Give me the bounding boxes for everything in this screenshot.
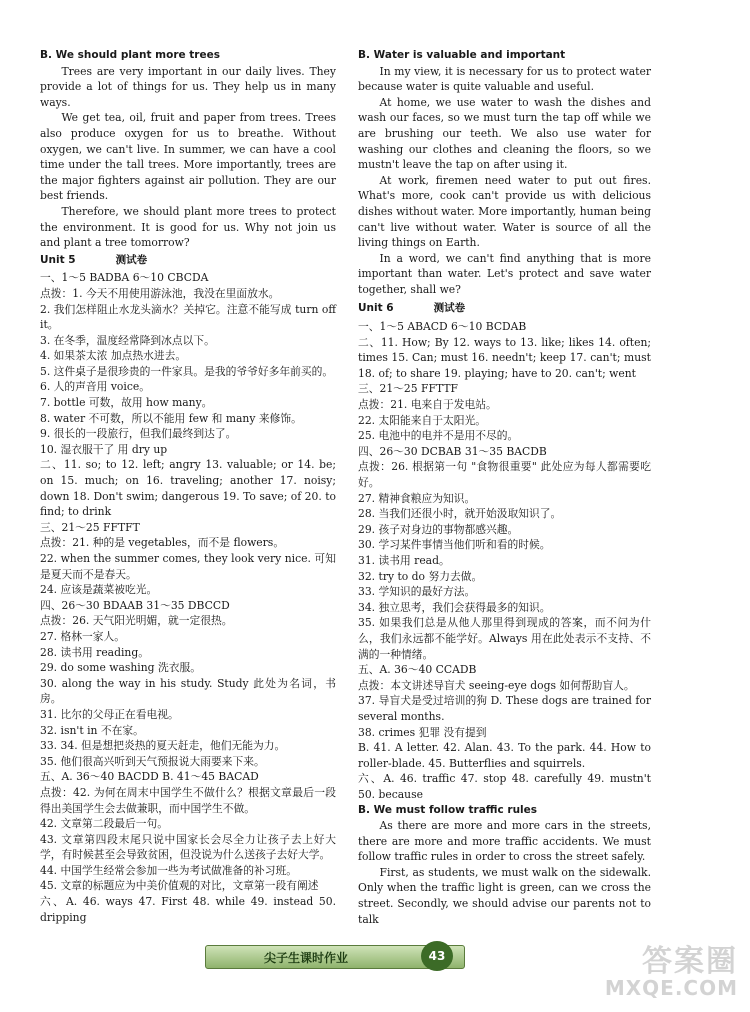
answer-line: 二、11. How; By 12. ways to 13. like; likes 14. often; times 15. Can; must 16. needn't; keep 17. can't; must 18. of; to share 19. playing; have to 20. can't; went	[358, 335, 651, 380]
answer-line: 三、21～25 FFTFT	[40, 520, 140, 534]
answer-line: 6. 人的声音用 voice。	[40, 380, 150, 394]
answer-line: 3. 在冬季，温度经常降到冰点以下。	[40, 333, 215, 347]
answer-line: 37. 导盲犬是受过培训的狗 D. These dogs are trained for several months.	[358, 694, 651, 723]
unit-subtitle: 测试卷	[115, 253, 148, 266]
answer-line: 六、A. 46. ways 47. First 48. while 49. instead 50. dripping	[40, 895, 336, 924]
paragraph: In my view, it is necessary for us to protect water because water is quite valuable and useful.	[358, 64, 651, 94]
answer-line: 27. 格林一家人。	[40, 629, 126, 643]
section-title-water: B. Water is valuable and important	[358, 49, 566, 61]
answer-line: 38. crimes 犯罪 没有提到	[358, 725, 487, 739]
answer-line: 9. 很长的一段旅行，但我们最终到达了。	[40, 427, 237, 441]
answer-line: 点拨：26. 根据第一句 "食物很重要" 此处应为每人都需要吃好。	[358, 460, 651, 490]
answer-line: 35. 他们很高兴听到天气预报说大雨要来下来。	[40, 754, 265, 768]
answer-line: 六、A. 46. traffic 47. stop 48. carefully 49. mustn't 50. because	[358, 772, 651, 801]
unit-title: Unit 5	[40, 253, 76, 266]
answer-line: 二、11. so; to 12. left; angry 13. valuable; or 14. be; on 15. much; on 16. traveling; another 17. noisy; down 18. Don't swim; dangerous 19. To save; of 20. to find; to drink	[40, 458, 336, 519]
answer-line: 2. 我们怎样阻止水龙头滴水？关掉它。注意不能写成 turn off it。	[40, 302, 336, 332]
unit-title: Unit 6	[358, 301, 394, 314]
unit-heading	[40, 253, 336, 269]
watermark-logo	[602, 936, 738, 1002]
answer-line: 27. 精神食粮应为知识。	[358, 491, 476, 505]
answer-line: 四、26～30 BDAAB 31～35 DBCCD	[40, 598, 230, 612]
page-number: 43	[421, 941, 453, 971]
paragraph: Therefore, we should plant more trees to protect the environment. It is good for us. Why not join us and plant a tree tomorrow?	[40, 204, 336, 250]
paragraph: In a word, we can't find anything that is more important than water. Let's protect and save water together, shall we?	[358, 251, 651, 296]
answer-line: 点拨：42. 为何在周末中国学生不做什么？根据文章最后一段得出美国学生会去做兼职，而中国学生不做。	[40, 785, 336, 815]
answer-line: 29. do some washing 洗衣服。	[40, 661, 201, 675]
answer-line: 25. 电池中的电并不是用不尽的。	[358, 429, 519, 443]
watermark-bottom: MXQE.COM	[604, 976, 738, 1000]
answer-line: 43. 文章第四段末尾只说中国家长会尽全力让孩子去上好大学，有时候甚至会导致贫困，但没说为什么送孩子去好大学。	[40, 832, 336, 862]
answer-line: 22. 太阳能来自于太阳光。	[358, 413, 487, 427]
answer-line: 10. 湿衣服干了 用 dry up	[40, 442, 168, 456]
paragraph: Trees are very important in our daily lives. They provide a lot of things for us. They help us in many ways.	[40, 64, 336, 109]
paragraph: We get tea, oil, fruit and paper from trees. Trees also produce oxygen for us to breathe. Without oxygen, we can't live. In summer, we can have a cool time under the tall trees. More importantly, trees are the major fighters against air pollution. They are our best friends.	[40, 111, 336, 203]
answer-line: 4. 如果茶太浓 加点热水进去。	[40, 349, 187, 363]
left-column	[40, 48, 336, 925]
unit-subtitle: 测试卷	[433, 301, 466, 314]
answer-line: 45. 文章的标题应为中美价值观的对比，文章第一段有阐述	[40, 879, 319, 893]
answer-line: 24. 应该是蔬菜被吃光。	[40, 583, 158, 597]
answer-line: 31. 比尔的父母正在看电视。	[40, 707, 179, 721]
answer-line: 点拨：21. 电来自于发电站。	[358, 398, 497, 412]
answer-line: 28. 当我们还很小时，就开始汲取知识了。	[358, 507, 562, 521]
paragraph: At work, firemen need water to put out fires. What's more, cook can't provide us with delicious dishes without water. More importantly, human being can't live without water. Water is source of all the living things on Earth.	[358, 173, 651, 250]
right-column	[358, 48, 651, 927]
answer-line: B. 41. A letter. 42. Alan. 43. To the park. 44. How to roller-blade. 45. Butterflies and squirrels.	[358, 741, 651, 770]
paragraph: First, as students, we must walk on the sidewalk. Only when the traffic light is green, can we cross the street. Secondly, we should advise our parents not to talk	[358, 865, 651, 926]
answer-line: 7. bottle 可数，故用 how many。	[40, 396, 213, 410]
answer-line: 22. when the summer comes, they look very nice. 可知是夏天而不是春天。	[40, 552, 336, 581]
answer-key-list	[40, 270, 336, 925]
answer-line: 42. 文章第二段最后一句。	[40, 817, 169, 831]
answer-line: 34. 独立思考，我们会获得最多的知识。	[358, 600, 551, 614]
answer-line: 一、1～5 ABACD 6～10 BCDAB	[358, 320, 527, 334]
answer-line: 点拨：本文讲述导盲犬 seeing-eye dogs 如何帮助盲人。	[358, 678, 635, 692]
answer-line: 28. 读书用 reading。	[40, 645, 149, 659]
answer-line: 点拨：26. 天气阳光明媚，就一定很热。	[40, 614, 233, 628]
answer-line: 三、21～25 FFTTF	[358, 382, 458, 396]
answer-line: 一、1～5 BADBA 6～10 CBCDA	[40, 271, 209, 285]
answer-line: 44. 中国学生经常会参加一些为考试做准备的补习班。	[40, 863, 298, 877]
answer-line: 33. 34. 但是想把炎热的夏天赶走，他们无能为力。	[40, 739, 286, 753]
paragraph: At home, we use water to wash the dishes and wash our faces, so we must turn the tap off while we are brushing our teeth. We also use water for washing our clothes and cleaning the floors, so we mustn't leave the tap on after using it.	[358, 95, 651, 172]
answer-line: 30. along the way in his study. Study 此处为名词，书房。	[40, 676, 336, 706]
answer-line: 五、A. 36～40 BACDD B. 41～45 BACAD	[40, 770, 259, 784]
footer-title: 尖子生课时作业	[264, 951, 349, 965]
answer-line: 32. isn't in 不在家。	[40, 723, 144, 737]
answer-line: 点拨：1. 今天不用使用游泳池，我没在里面放水。	[40, 286, 280, 300]
answer-line: 33. 学知识的最好方法。	[358, 585, 476, 599]
footer-banner	[205, 945, 465, 969]
answer-line: 5. 这件桌子是很珍贵的一件家具。是我的爷爷好多年前买的。	[40, 364, 334, 378]
answer-line: 32. try to do 努力去做。	[358, 569, 483, 583]
paragraph: As there are more and more cars in the streets, there are more and more traffic accidents. We must follow traffic rules in order to cross the street safely.	[358, 819, 651, 864]
answer-line: 点拨：21. 种的是 vegetables，而不是 flowers。	[40, 536, 285, 550]
watermark-top: 答案圈	[642, 944, 738, 979]
answer-line: 五、A. 36～40 CCADB	[358, 663, 477, 677]
answer-line: 四、26～30 DCBAB 31～35 BACDB	[358, 444, 547, 458]
answer-key-list	[358, 319, 651, 802]
answer-line: 8. water 不可数，所以不能用 few 和 many 来修饰。	[40, 411, 302, 425]
section-title-trees: B. We should plant more trees	[40, 49, 220, 61]
answer-line: 35. 如果我们总是从他人那里得到现成的答案，而不问为什么，我们永远都不能学好。Always 用在此处表示不支持、不满的一种情绪。	[358, 616, 651, 661]
answer-line: 30. 学习某件事情当他们听和看的时候。	[358, 538, 551, 552]
answer-line: 29. 孩子对身边的事物都感兴趣。	[358, 522, 519, 536]
section-title-traffic: B. We must follow traffic rules	[358, 803, 538, 816]
unit-heading	[358, 301, 651, 317]
answer-line: 31. 读书用 read。	[358, 554, 450, 567]
